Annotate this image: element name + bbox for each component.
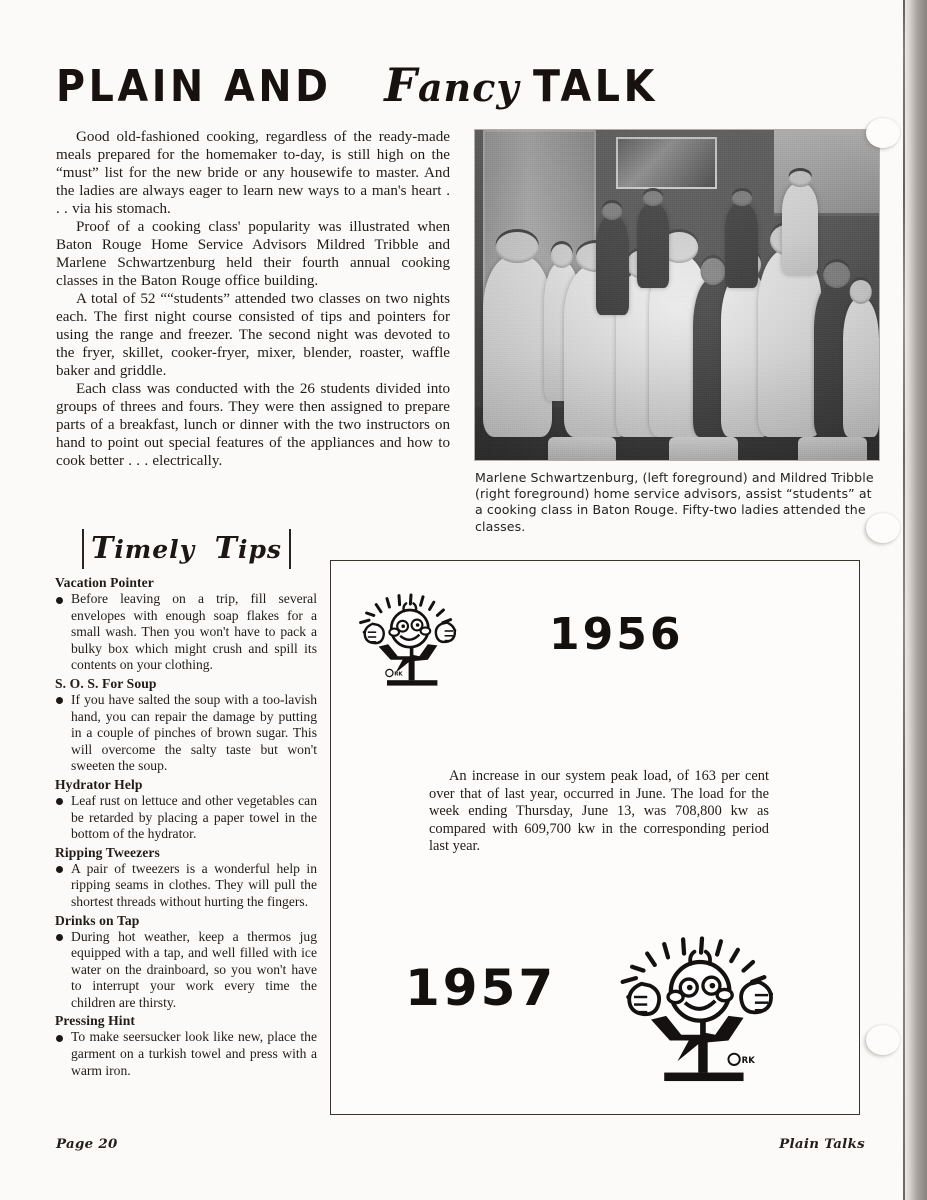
footer-page-number: Page 20 <box>56 1136 118 1152</box>
article-paragraph: A total of 52 ““students” attended two classes on two nights each. The first night course consisted of tips and pointers for using the range and freezer. The second night was devoted to the fryer, skillet, cooker-fryer, mixer, blender, roaster, waffle baker and griddle. <box>56 291 450 379</box>
article-paragraph: Each class was conducted with the 26 students divided into groups of threes and fours. They were then assigned to prepare parts of a breakfast, lunch or dinner with the two instructors on hand to point out special features of the appliances and how to cook better . . . electrically. <box>56 381 450 469</box>
tip-text: To make seersucker look like new, place the garment on a turkish towel and press with a warm iron. <box>55 1029 317 1079</box>
punch-hole <box>866 1025 900 1055</box>
year-1957-label: 1957 <box>405 959 557 1017</box>
peak-load-text <box>429 768 769 856</box>
svg-text:RK: RK <box>741 1056 755 1067</box>
scan-edge <box>905 0 927 1200</box>
punch-hole <box>866 118 900 148</box>
article-body <box>56 128 450 470</box>
article-paragraph: Good old-fashioned cooking, regardless of the ready-made meals prepared for the homemaker to-day, is still high on the “must” list for the new bride or any housewife to master. And the ladies are always eager to learn new ways to a man's heart . . . via his stomach. <box>56 129 450 217</box>
reddy-kilowatt-icon <box>607 929 797 1099</box>
tip-item <box>55 776 317 843</box>
punch-hole <box>866 513 900 543</box>
page-title <box>56 58 659 114</box>
svg-text:RK: RK <box>394 671 403 678</box>
peak-load-paragraph: An increase in our system peak load, of 163 per cent over that of last year, occurred in June. The load for the week ending Thursday, June 13, was 708,800 kw as compared with 609,700 kw in the corresponding period last year. <box>429 768 769 855</box>
timely-tips-list <box>55 574 317 1080</box>
scan-spine <box>903 0 905 1200</box>
tip-item <box>55 675 317 775</box>
tip-title: Drinks on Tap <box>55 912 140 928</box>
tip-item <box>55 1012 317 1079</box>
bullet-icon <box>56 597 63 604</box>
tip-title: Hydrator Help <box>55 776 143 792</box>
bullet-icon <box>56 697 63 704</box>
bullet-icon <box>56 866 63 873</box>
timely-tips-heading-text: Timely Tips <box>90 531 283 566</box>
bullet-icon <box>56 934 63 941</box>
tip-text: During hot weather, keep a thermos jug equipped with a tap, and well filled with ice water on the drainboard, so you won't have to interrupt your work every time the children are thirsty. <box>55 929 317 1012</box>
tip-text: A pair of tweezers is a wonderful help in ripping seams in clothes. They will pull the shortest threads without hurting the fingers. <box>55 861 317 911</box>
photo-grain <box>475 130 879 460</box>
tip-text: Leaf rust on lettuce and other vegetables can be retarded by placing a paper towel in the bottom of the hydrator. <box>55 793 317 843</box>
footer-publication-name: Plain Talks <box>779 1136 865 1152</box>
year-1956-label: 1956 <box>549 609 684 660</box>
tip-title: S. O. S. For Soup <box>55 675 157 691</box>
masthead-word-plain-and: PLAIN AND <box>56 61 332 112</box>
peak-load-panel <box>330 560 860 1115</box>
timely-tips-heading <box>82 529 291 569</box>
tip-title: Vacation Pointer <box>55 575 154 590</box>
tip-item <box>55 844 317 911</box>
masthead-word-fancy: Fancy <box>384 58 520 112</box>
article-paragraph: Proof of a cooking class' popularity was illustrated when Baton Rouge Home Service Advisors Mildred Tribble and Marlene Schwartzenburg held their fourth annual cooking classes in the Baton Rouge office building. <box>56 219 450 289</box>
tip-item <box>55 912 317 1012</box>
bullet-icon <box>56 1035 63 1042</box>
photo-content <box>475 130 879 460</box>
photo-caption: Marlene Schwartzenburg, (left foreground) and Mildred Tribble (right foreground) home service advisors, assist “students” at a cooking class in Baton Rouge. Fifty-two ladies attended the classes. <box>475 470 874 534</box>
tip-title: Pressing Hint <box>55 1013 135 1029</box>
masthead-word-talk: TALK <box>533 61 659 112</box>
tip-text: If you have salted the soup with a too-lavish hand, you can repair the damage by putting in a couple of pinches of brown sugar. This will overcome the salty taste but won't sweeten the soup. <box>55 692 317 775</box>
bullet-icon <box>56 798 63 805</box>
reddy-kilowatt-icon <box>351 589 471 697</box>
tip-title: Ripping Tweezers <box>55 844 160 860</box>
tip-item <box>55 574 317 674</box>
cooking-class-photo <box>475 130 879 460</box>
tip-text: Before leaving on a trip, fill several envelopes with enough soap flakes for a small wash. Then you won't have to pack a bulky box which might crush and spill its contents on your clothing. <box>55 591 317 674</box>
